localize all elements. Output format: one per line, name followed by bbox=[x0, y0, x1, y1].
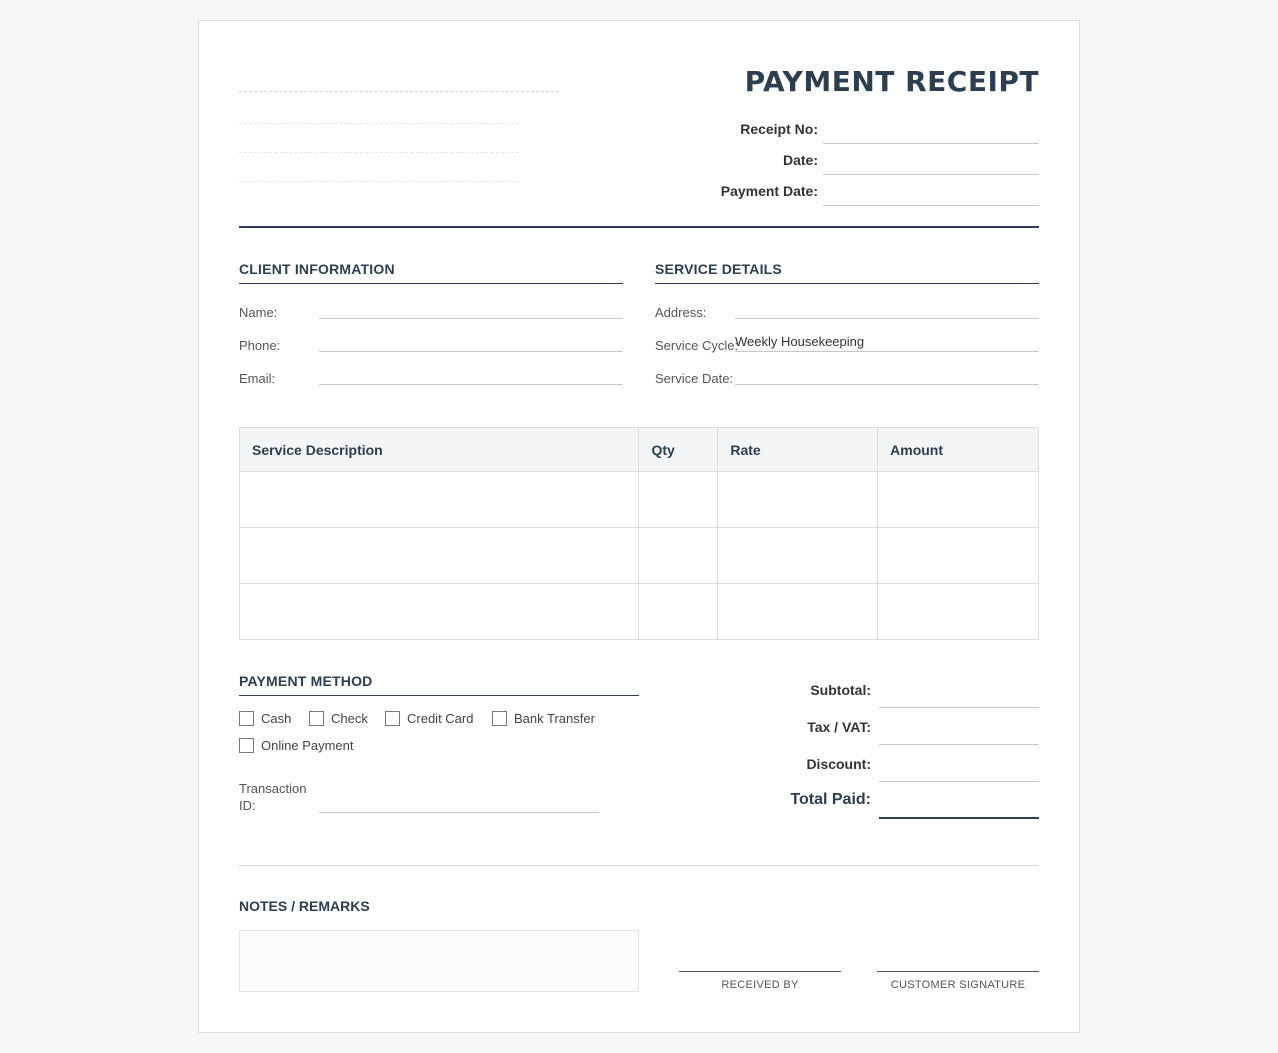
receipt-no-field[interactable] bbox=[823, 143, 1039, 144]
payment-option-check[interactable] bbox=[309, 711, 368, 726]
service-cycle-field[interactable] bbox=[735, 351, 1039, 352]
address-label: Address: bbox=[655, 305, 707, 320]
received-by-line[interactable] bbox=[679, 971, 841, 972]
payment-date-label: Payment Date: bbox=[720, 183, 818, 199]
email-field[interactable] bbox=[319, 384, 623, 385]
client-info-title: CLIENT INFORMATION bbox=[239, 261, 623, 284]
discount-label: Discount: bbox=[806, 756, 871, 772]
customer-signature-label: CUSTOMER SIGNATURE bbox=[890, 979, 1026, 991]
payment-date-row bbox=[709, 183, 1039, 214]
service-date-label: Service Date: bbox=[655, 371, 734, 386]
payment-option-online[interactable] bbox=[239, 738, 354, 753]
cash-checkbox[interactable] bbox=[239, 711, 254, 726]
transaction-id-field[interactable] bbox=[319, 812, 599, 813]
receipt-page bbox=[198, 20, 1080, 1033]
rate-cell[interactable] bbox=[718, 584, 878, 640]
discount-field[interactable] bbox=[879, 781, 1039, 782]
receipt-no-row bbox=[709, 121, 1039, 152]
receipt-no-label: Receipt No: bbox=[740, 121, 818, 137]
payment-method-title: PAYMENT METHOD bbox=[239, 673, 639, 696]
address-field[interactable] bbox=[735, 318, 1039, 319]
cash-label: Cash bbox=[261, 711, 292, 726]
date-field[interactable] bbox=[823, 174, 1039, 175]
payment-option-credit-card[interactable] bbox=[385, 711, 473, 726]
col-qty: Qty bbox=[639, 428, 718, 472]
notes-title: NOTES / REMARKS bbox=[239, 898, 370, 914]
company-name-line bbox=[239, 91, 559, 92]
payment-date-field[interactable] bbox=[823, 205, 1039, 206]
customer-signature-line[interactable] bbox=[877, 971, 1039, 972]
credit-card-checkbox[interactable] bbox=[385, 711, 400, 726]
col-amount: Amount bbox=[878, 428, 1039, 472]
section-divider bbox=[239, 865, 1039, 866]
description-cell[interactable] bbox=[240, 472, 639, 528]
phone-label: Phone: bbox=[239, 338, 281, 353]
qty-cell[interactable] bbox=[639, 472, 718, 528]
amount-cell[interactable] bbox=[878, 528, 1039, 584]
service-date-field[interactable] bbox=[735, 384, 1039, 385]
date-row bbox=[709, 152, 1039, 183]
transaction-id-label-line1: Transaction bbox=[239, 781, 307, 796]
col-rate: Rate bbox=[718, 428, 878, 472]
received-by-label: RECEIVED BY bbox=[721, 979, 799, 991]
credit-card-label: Credit Card bbox=[407, 711, 474, 726]
qty-cell[interactable] bbox=[639, 584, 718, 640]
transaction-id-label-line2: ID: bbox=[239, 798, 256, 813]
online-payment-label: Online Payment bbox=[261, 738, 354, 753]
company-contact-line bbox=[239, 181, 519, 182]
service-cycle-label: Service Cycle: bbox=[655, 338, 739, 353]
description-cell[interactable] bbox=[240, 528, 639, 584]
amount-cell[interactable] bbox=[878, 584, 1039, 640]
phone-field[interactable] bbox=[319, 351, 623, 352]
subtotal-field[interactable] bbox=[879, 707, 1039, 708]
name-label: Name: bbox=[239, 305, 278, 320]
company-address-line-2 bbox=[239, 152, 519, 153]
amount-cell[interactable] bbox=[878, 472, 1039, 528]
online-payment-checkbox[interactable] bbox=[239, 738, 254, 753]
total-paid-label: Total Paid: bbox=[790, 791, 871, 808]
tax-field[interactable] bbox=[879, 744, 1039, 745]
check-checkbox[interactable] bbox=[309, 711, 324, 726]
payment-option-cash[interactable] bbox=[239, 711, 291, 726]
company-address-line bbox=[239, 123, 519, 124]
notes-textarea[interactable] bbox=[239, 930, 639, 992]
table-row bbox=[240, 584, 1039, 640]
total-paid-field[interactable] bbox=[879, 817, 1039, 819]
subtotal-label: Subtotal: bbox=[810, 682, 871, 698]
service-items-table bbox=[239, 427, 1039, 640]
col-service-description: Service Description bbox=[240, 428, 639, 472]
table-row bbox=[240, 472, 1039, 528]
rate-cell[interactable] bbox=[718, 528, 878, 584]
date-label: Date: bbox=[782, 152, 818, 168]
service-cycle-value[interactable]: Weekly Housekeeping bbox=[735, 334, 865, 349]
name-field[interactable] bbox=[319, 318, 623, 319]
table-row bbox=[240, 528, 1039, 584]
email-label: Email: bbox=[239, 371, 276, 386]
page-title: PAYMENT RECEIPT bbox=[744, 65, 1039, 98]
bank-transfer-label: Bank Transfer bbox=[514, 711, 595, 726]
table-header-row bbox=[240, 428, 1039, 472]
bank-transfer-checkbox[interactable] bbox=[492, 711, 507, 726]
qty-cell[interactable] bbox=[639, 528, 718, 584]
description-cell[interactable] bbox=[240, 584, 639, 640]
service-details-title: SERVICE DETAILS bbox=[655, 261, 1039, 284]
payment-option-bank-transfer[interactable] bbox=[492, 711, 595, 726]
header-divider bbox=[239, 226, 1039, 228]
check-label: Check bbox=[331, 711, 368, 726]
rate-cell[interactable] bbox=[718, 472, 878, 528]
tax-label: Tax / VAT: bbox=[807, 719, 871, 735]
